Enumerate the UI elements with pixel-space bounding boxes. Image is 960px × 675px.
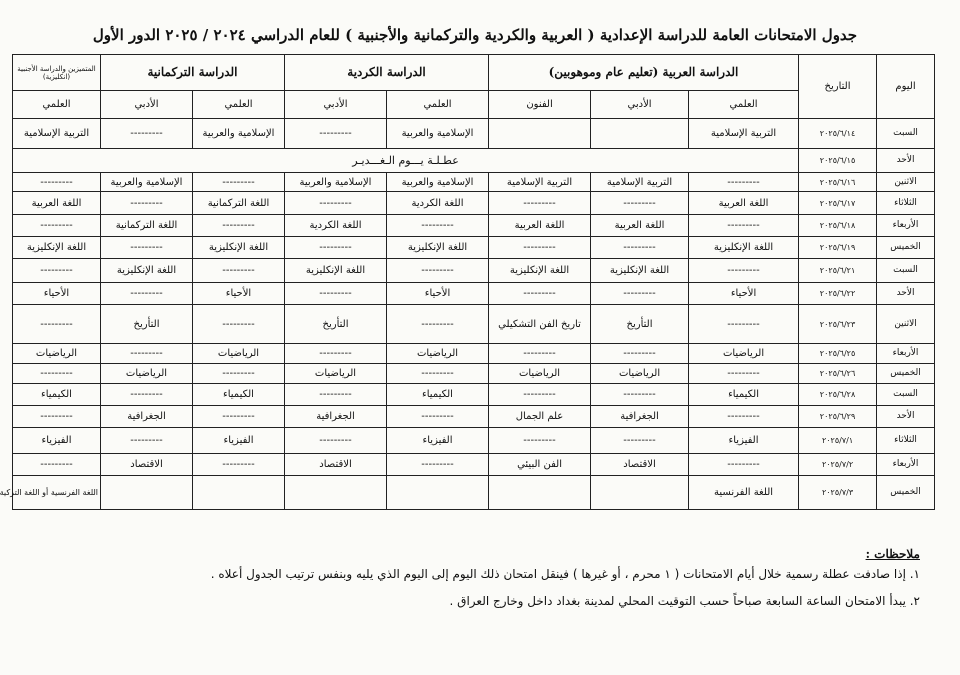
day-cell: الأحد — [877, 149, 935, 173]
note-item: ٢. يبدأ الامتحان الساعة السابعة صباحاً حسب التوقيت المحلي لمدينة بغداد داخل وخارج العراق . — [449, 594, 920, 608]
subject-cell: اللغة العربية — [591, 215, 689, 237]
subject-cell: الكيمياء — [689, 384, 799, 406]
day-cell: الأحد — [877, 283, 935, 305]
date-cell: ٢٠٢٥/٦/١٤ — [799, 119, 877, 149]
subject-cell: التأريخ — [101, 305, 193, 344]
header-foreign-scientific: العلمي — [13, 91, 101, 119]
day-cell: الاثنين — [877, 305, 935, 344]
subject-cell: اللغة الإنكليزية — [13, 237, 101, 259]
subject-cell — [591, 476, 689, 510]
subject-cell: --------- — [387, 364, 489, 384]
date-cell: ٢٠٢٥/٦/٢٢ — [799, 283, 877, 305]
subject-cell: --------- — [689, 454, 799, 476]
subject-cell: علم الجمال — [489, 406, 591, 428]
subject-cell: --------- — [591, 384, 689, 406]
subject-cell: --------- — [489, 192, 591, 215]
subject-cell: --------- — [101, 428, 193, 454]
holiday-cell: عطـلـة يـــوم الـغـــديـر — [13, 149, 799, 173]
header-arabic-study: الدراسة العربية (تعليم عام وموهوبين) — [489, 55, 799, 91]
day-cell: الأربعاء — [877, 454, 935, 476]
subject-cell — [285, 476, 387, 510]
header-turkmen-literary: الأدبي — [101, 91, 193, 119]
day-cell: الخميس — [877, 237, 935, 259]
subject-cell: اللغة الفرنسية أو اللغة التركية — [13, 476, 101, 510]
table-row — [13, 454, 935, 476]
subject-cell: --------- — [285, 344, 387, 364]
subject-cell: --------- — [101, 237, 193, 259]
date-cell: ٢٠٢٥/٦/١٦ — [799, 173, 877, 192]
subject-cell — [193, 476, 285, 510]
subject-cell: --------- — [387, 305, 489, 344]
day-cell: السبت — [877, 119, 935, 149]
subject-cell: --------- — [193, 259, 285, 283]
table-row — [13, 305, 935, 344]
subject-cell — [591, 119, 689, 149]
subject-cell: --------- — [193, 406, 285, 428]
day-cell: الاثنين — [877, 173, 935, 192]
subject-cell: التربية الإسلامية — [489, 173, 591, 192]
subject-cell: --------- — [689, 215, 799, 237]
header-arabic-literary: الأدبي — [591, 91, 689, 119]
subject-cell: --------- — [285, 283, 387, 305]
header-kurdish-literary: الأدبي — [285, 91, 387, 119]
subject-cell: الكيمياء — [193, 384, 285, 406]
subject-cell: --------- — [387, 454, 489, 476]
header-kurdish-study: الدراسة الكردية — [285, 55, 489, 91]
subject-cell: اللغة الإنكليزية — [101, 259, 193, 283]
subject-cell: --------- — [285, 428, 387, 454]
subject-cell: الرياضيات — [591, 364, 689, 384]
date-cell: ٢٠٢٥/٦/٢٩ — [799, 406, 877, 428]
table-row — [13, 344, 935, 364]
date-cell: ٢٠٢٥/٦/٢٥ — [799, 344, 877, 364]
date-cell: ٢٠٢٥/٧/٢ — [799, 454, 877, 476]
subject-cell: --------- — [285, 192, 387, 215]
subject-cell — [489, 119, 591, 149]
notes-section — [40, 547, 920, 621]
subject-cell: الجغرافية — [101, 406, 193, 428]
page-title: جدول الامتحانات العامة للدراسة الإعدادية ( العربية والكردية والتركمانية والأجنبية ) للعام الدراسي ٢٠٢٤ / ٢٠٢٥ الدور الأول — [92, 26, 858, 44]
header-arabic-scientific: العلمي — [689, 91, 799, 119]
subject-cell: --------- — [489, 384, 591, 406]
subject-cell: اللغة الإنكليزية — [489, 259, 591, 283]
day-cell: الخميس — [877, 364, 935, 384]
subject-cell: --------- — [689, 305, 799, 344]
subject-cell: --------- — [101, 384, 193, 406]
date-cell: ٢٠٢٥/٦/١٧ — [799, 192, 877, 215]
subject-cell: --------- — [101, 283, 193, 305]
subject-cell: --------- — [689, 364, 799, 384]
subject-cell: اللغة الإنكليزية — [591, 259, 689, 283]
subject-cell: --------- — [101, 192, 193, 215]
subject-cell: --------- — [387, 259, 489, 283]
date-cell: ٢٠٢٥/٦/١٨ — [799, 215, 877, 237]
subject-cell: اللغة التركمانية — [193, 192, 285, 215]
table-row — [13, 384, 935, 406]
subject-cell: --------- — [193, 305, 285, 344]
table-row — [13, 192, 935, 215]
date-cell: ٢٠٢٥/٧/٣ — [799, 476, 877, 510]
subject-cell: --------- — [689, 259, 799, 283]
subject-cell: الإسلامية والعربية — [193, 119, 285, 149]
subject-cell: --------- — [591, 237, 689, 259]
subject-cell: الكيمياء — [387, 384, 489, 406]
subject-cell: اللغة العربية — [689, 192, 799, 215]
subject-cell: --------- — [13, 259, 101, 283]
subject-cell: الاقتصاد — [285, 454, 387, 476]
subject-cell: --------- — [591, 344, 689, 364]
subject-cell: --------- — [591, 428, 689, 454]
table-row — [13, 406, 935, 428]
subject-cell: --------- — [193, 454, 285, 476]
subject-cell: الرياضيات — [193, 344, 285, 364]
subject-cell: الفيزياء — [387, 428, 489, 454]
subject-cell: التربية الإسلامية — [591, 173, 689, 192]
date-cell: ٢٠٢٥/٦/٢٣ — [799, 305, 877, 344]
subject-cell: --------- — [285, 119, 387, 149]
subject-cell: --------- — [101, 119, 193, 149]
day-cell: الخميس — [877, 476, 935, 510]
subject-cell: التأريخ — [591, 305, 689, 344]
subject-cell: الرياضيات — [689, 344, 799, 364]
subject-cell: --------- — [193, 173, 285, 192]
subject-cell: --------- — [13, 406, 101, 428]
subject-cell: --------- — [387, 215, 489, 237]
subject-cell: الرياضيات — [285, 364, 387, 384]
subject-cell: --------- — [489, 428, 591, 454]
date-cell: ٢٠٢٥/٧/١ — [799, 428, 877, 454]
subject-cell: الاقتصاد — [101, 454, 193, 476]
subject-cell: الرياضيات — [489, 364, 591, 384]
header-turkmen-scientific: العلمي — [193, 91, 285, 119]
exam-schedule-table — [0, 54, 935, 510]
subject-cell: --------- — [591, 192, 689, 215]
subject-cell: الرياضيات — [13, 344, 101, 364]
subject-cell: --------- — [285, 237, 387, 259]
subject-cell: الإسلامية والعربية — [285, 173, 387, 192]
table-row — [13, 215, 935, 237]
subject-cell: الاقتصاد — [591, 454, 689, 476]
subject-cell: تاريخ الفن التشكيلي — [489, 305, 591, 344]
subject-cell: --------- — [13, 364, 101, 384]
day-cell: السبت — [877, 259, 935, 283]
subject-cell: الأحياء — [193, 283, 285, 305]
header-kurdish-scientific: العلمي — [387, 91, 489, 119]
subject-cell: الإسلامية والعربية — [387, 173, 489, 192]
subject-cell: اللغة الإنكليزية — [387, 237, 489, 259]
subject-cell: الأحياء — [387, 283, 489, 305]
table-row — [13, 237, 935, 259]
subject-cell: التربية الإسلامية — [689, 119, 799, 149]
day-cell: الأربعاء — [877, 215, 935, 237]
subject-cell: --------- — [489, 344, 591, 364]
subject-cell: الأحياء — [13, 283, 101, 305]
subject-cell: اللغة الكردية — [387, 192, 489, 215]
day-cell: الثلاثاء — [877, 428, 935, 454]
subject-cell: --------- — [591, 283, 689, 305]
subject-cell: الفيزياء — [689, 428, 799, 454]
subject-cell: اللغة التركمانية — [101, 215, 193, 237]
subject-cell: الفيزياء — [13, 428, 101, 454]
subject-cell: الرياضيات — [387, 344, 489, 364]
subject-cell: --------- — [13, 305, 101, 344]
table-row — [13, 364, 935, 384]
subject-cell: --------- — [387, 406, 489, 428]
header-turkmen-study: الدراسة التركمانية — [101, 55, 285, 91]
table-row — [13, 149, 935, 173]
subject-cell: --------- — [13, 215, 101, 237]
subject-cell: --------- — [101, 344, 193, 364]
subject-cell: --------- — [13, 173, 101, 192]
subject-cell: اللغة الإنكليزية — [689, 237, 799, 259]
subject-cell: --------- — [689, 406, 799, 428]
header-foreign-study: المتميزين والدراسة الأجنبية (انكليزية) — [13, 55, 101, 91]
header-date: التاريخ — [799, 55, 877, 119]
day-cell: السبت — [877, 384, 935, 406]
notes-heading: ملاحظات : — [865, 547, 920, 561]
subject-cell: الكيمياء — [13, 384, 101, 406]
table-row — [13, 259, 935, 283]
subject-cell: اللغة الكردية — [285, 215, 387, 237]
subject-cell: الفن البيئي — [489, 454, 591, 476]
subject-cell — [101, 476, 193, 510]
subject-cell: التأريخ — [285, 305, 387, 344]
subject-cell: --------- — [285, 384, 387, 406]
date-cell: ٢٠٢٥/٦/٢١ — [799, 259, 877, 283]
subject-cell: الإسلامية والعربية — [387, 119, 489, 149]
subject-cell: الأحياء — [689, 283, 799, 305]
table-row — [13, 283, 935, 305]
table-row — [13, 428, 935, 454]
subject-cell: الفيزياء — [193, 428, 285, 454]
note-item: ١. إذا صادفت عطلة رسمية خلال أيام الامتحانات ( ١ محرم ، أو غيرها ) فينقل امتحان ذلك اليوم إلى اليوم الذي يليه وبنفس ترتيب الجدول أعلاه . — [210, 567, 920, 581]
day-cell: الأربعاء — [877, 344, 935, 364]
subject-cell: اللغة الإنكليزية — [193, 237, 285, 259]
subject-cell: الرياضيات — [101, 364, 193, 384]
subject-cell — [387, 476, 489, 510]
date-cell: ٢٠٢٥/٦/١٥ — [799, 149, 877, 173]
subject-cell: التربية الإسلامية — [13, 119, 101, 149]
subject-cell: --------- — [13, 454, 101, 476]
subject-cell — [489, 476, 591, 510]
header-day: اليوم — [877, 55, 935, 119]
date-cell: ٢٠٢٥/٦/٢٨ — [799, 384, 877, 406]
header-arabic-arts: الفنون — [489, 91, 591, 119]
subject-cell: اللغة الفرنسية — [689, 476, 799, 510]
table-row — [13, 173, 935, 192]
subject-cell: اللغة الإنكليزية — [285, 259, 387, 283]
subject-cell: --------- — [489, 237, 591, 259]
subject-cell: الإسلامية والعربية — [101, 173, 193, 192]
table-row — [13, 476, 935, 510]
subject-cell: الجغرافية — [285, 406, 387, 428]
subject-cell: اللغة العربية — [13, 192, 101, 215]
day-cell: الثلاثاء — [877, 192, 935, 215]
day-cell: الأحد — [877, 406, 935, 428]
subject-cell: --------- — [489, 283, 591, 305]
table-row — [13, 119, 935, 149]
date-cell: ٢٠٢٥/٦/٢٦ — [799, 364, 877, 384]
date-cell: ٢٠٢٥/٦/١٩ — [799, 237, 877, 259]
subject-cell: اللغة العربية — [489, 215, 591, 237]
subject-cell: --------- — [193, 364, 285, 384]
subject-cell: --------- — [689, 173, 799, 192]
subject-cell: --------- — [193, 215, 285, 237]
subject-cell: الجغرافية — [591, 406, 689, 428]
